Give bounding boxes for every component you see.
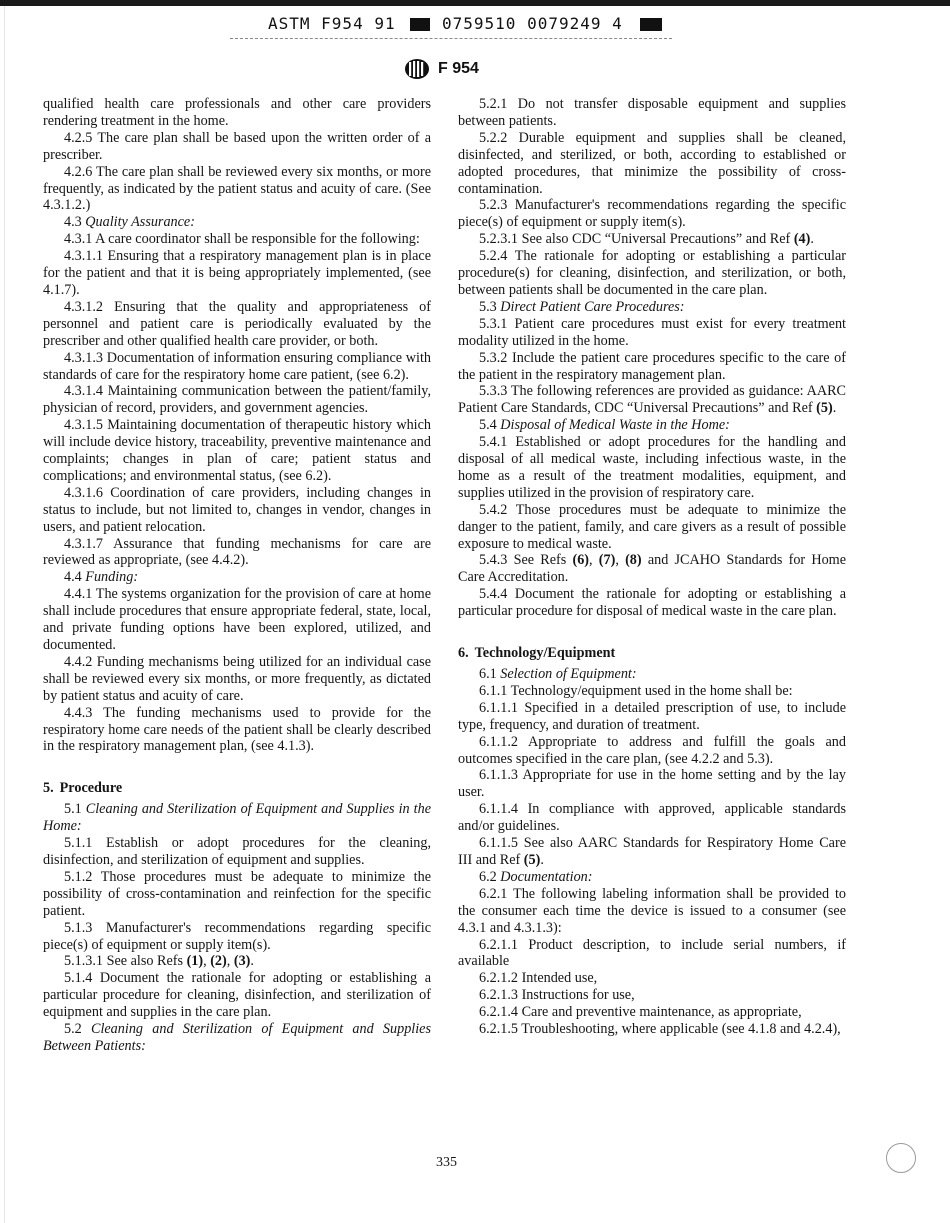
section-number: 6. (458, 645, 469, 662)
paragraph: 4.3.1.1 Ensuring that a respiratory management plan is in place for the patient and that it is being appropriately implemented, (see 4.1.7). (43, 248, 431, 298)
paragraph: 6.1.1.3 Appropriate for use in the home setting and by the lay user. (458, 767, 846, 801)
paragraph: 6.2.1.1 Product description, to include serial numbers, if available (458, 936, 846, 970)
subsection-heading (458, 666, 846, 683)
paragraph: 5.3.2 Include the patient care procedures specific to the care of the patient in the respiratory management plan. (458, 349, 846, 383)
paragraph: 4.4.3 The funding mechanisms used to provide for the respiratory home care needs of the patient shall be clearly described in the respiratory management plan, (see 4.1.3). (43, 704, 431, 755)
subsection-title: Funding: (85, 569, 139, 586)
subsection-number: 6.2 (479, 868, 497, 885)
paragraph: 4.3.1.6 Coordination of care providers, including changes in status to include, but not limited to, changes in vendor, changes in users, and patient relocation. (43, 484, 431, 535)
paragraph: 6.2.1.3 Instructions for use, (479, 987, 635, 1004)
barcode-block-icon (410, 18, 430, 31)
subsection-number: 5.1 (64, 801, 82, 818)
subsection-heading (458, 299, 846, 316)
paragraph: 5.2.2 Durable equipment and supplies shall be cleaned, disinfected, and sterilized, or both, according to established or adopted procedures, that minimize the possibility of cross-contamination. (458, 129, 846, 197)
paragraph: 5.4.3 See Refs (6), (7), (8) and JCAHO Standards for Home Care Accreditation. (458, 552, 847, 586)
page-number: 335 (436, 1155, 457, 1170)
right-column (458, 96, 846, 1038)
paragraph: 4.3.1 A care coordinator shall be responsible for the following: (64, 231, 420, 248)
subsection-title: Direct Patient Care Procedures: (500, 298, 685, 315)
top-scan-bar (0, 0, 950, 6)
paragraph: 4.4.1 The systems organization for the provision of care at home shall include procedures that ensure appropriate federal, state, local, and private funding options have been explored, utilized, and documented. (43, 586, 431, 653)
barcode-block-icon (640, 18, 662, 31)
paragraph: 6.2.1.5 Troubleshooting, where applicable (see 4.1.8 and 4.2.4), (479, 1021, 841, 1038)
paragraph: 6.1.1.5 See also AARC Standards for Respiratory Home Care III and Ref (5). (458, 835, 846, 868)
subsection-number: 6.1 (479, 666, 497, 682)
paragraph: 5.1.1 Establish or adopt procedures for the cleaning, disinfection, and sterilization of equipment and supplies. (43, 835, 431, 868)
designation-label: F 954 (438, 60, 479, 77)
astm-logo-icon (404, 58, 430, 80)
subsection-number: 5.4 (479, 417, 497, 434)
paragraph: 4.2.5 The care plan shall be based upon the written order of a prescriber. (43, 129, 431, 163)
paragraph: 5.1.4 Document the rationale for adopting or establishing a particular procedure for cleaning, disinfection, and sterilization of equipment and supplies in the care plan. (43, 970, 431, 1021)
astm-code: ASTM F954 91 (268, 14, 396, 33)
subsection-title: Cleaning and Sterilization of Equipment and Supplies Between Patients: (43, 1021, 431, 1054)
hole-punch-mark (886, 1143, 916, 1173)
paragraph: 4.3.1.3 Documentation of information ensuring compliance with standards of care for the respiratory home care patient, (see 6.2). (43, 349, 431, 383)
paragraph: 6.1.1.1 Specified in a detailed prescription of use, to include type, frequency, and duration of treatment. (458, 699, 846, 733)
paragraph: 5.4.1 Established or adopt procedures for the handling and disposal of all medical waste, including infectious waste, in the home as a result of the treatment modalities, equipment, and supplies utilized in the provision of respiratory care. (458, 434, 846, 501)
section-title: Technology/Equipment (474, 645, 616, 662)
subsection-number: 4.4 (64, 569, 82, 586)
paragraph: 6.2.1.2 Intended use, (479, 970, 598, 987)
paragraph: 5.2.4 The rationale for adopting or establishing a particular procedure(s) for cleaning, disinfection, and sterilization, or both, between patients shall be documented in the care plan. (458, 248, 846, 298)
paragraph: 4.3.1.4 Maintaining communication between the patient/family, physician of record, providers, and government agencies. (43, 383, 431, 417)
paragraph: 4.4.2 Funding mechanisms being utilized for an individual case shall be reviewed every six months, or more frequently, as dictated by patient status and acuity of care. (43, 653, 431, 704)
subsection-title: Documentation: (500, 868, 593, 885)
subsection-title: Quality Assurance: (85, 214, 195, 231)
paragraph: 5.1.3.1 See also Refs (1), (2), (3). (64, 953, 254, 970)
paragraph: 6.2.1 The following labeling information shall be provided to the consumer each time the device is issued to a consumer (see 4.3.1 and 4.3.1.3): (458, 885, 846, 936)
paragraph: 6.2.1.4 Care and preventive maintenance, as appropriate, (479, 1004, 802, 1021)
subsection-heading (458, 869, 846, 886)
scan-edge (4, 0, 5, 1223)
paragraph: 6.1.1 Technology/equipment used in the home shall be: (479, 682, 793, 699)
subsection-title: Cleaning and Sterilization of Equipment and Supplies in the Home: (43, 801, 431, 835)
document-code-header (230, 12, 672, 39)
paragraph: 5.2.3.1 See also CDC “Universal Precautions” and Ref (4). (479, 231, 814, 248)
paragraph: 5.4.4 Document the rationale for adopting or establishing a particular procedure for disposal of medical waste in the care plan. (458, 586, 846, 620)
subsection-heading (43, 214, 431, 231)
subsection-number: 5.3 (479, 298, 497, 315)
paragraph: 6.1.1.4 In compliance with approved, applicable standards and/or guidelines. (458, 801, 846, 835)
subsection-heading (43, 569, 431, 586)
subsection-number: 5.2 (64, 1021, 82, 1038)
paragraph: 5.3.3 The following references are provided as guidance: AARC Patient Care Standards, CDC “Universal Precautions” and Ref (5). (458, 383, 846, 417)
catalog-numbers: 0759510 0079249 4 (442, 14, 623, 33)
standard-designation (404, 58, 479, 82)
left-column (43, 96, 431, 1055)
subsection-heading (43, 1021, 431, 1055)
subsection-heading (43, 801, 431, 835)
paragraph: 4.3.1.2 Ensuring that the quality and appropriateness of personnel and patient care is periodically evaluated by the prescriber and other qualified health care provider, or both. (43, 298, 431, 349)
section-heading (458, 645, 846, 662)
paragraph: 5.1.3 Manufacturer's recommendations regarding specific piece(s) of equipment or supply item(s). (43, 919, 431, 953)
paragraph: qualified health care professionals and other care providers rendering treatment in the home. (43, 96, 431, 129)
subsection-title: Disposal of Medical Waste in the Home: (500, 417, 730, 434)
paragraph: 5.2.3 Manufacturer's recommendations regarding the specific piece(s) of equipment or supply item(s). (458, 197, 846, 231)
paragraph: 6.1.1.2 Appropriate to address and fulfill the goals and outcomes specified in the care plan, (see 4.2.2 and 5.3). (458, 733, 846, 767)
section-number: 5. (43, 780, 54, 797)
paragraph: 5.2.1 Do not transfer disposable equipment and supplies between patients. (458, 96, 846, 129)
paragraph: 4.2.6 The care plan shall be reviewed every six months, or more frequently, as indicated by the patient status and acuity of care. (See 4.3.1.2.) (43, 163, 431, 214)
paragraph: 5.4.2 Those procedures must be adequate to minimize the danger to the patient, family, and care givers as a result of possible exposure to medical waste. (458, 501, 846, 552)
subsection-number: 4.3 (64, 214, 82, 231)
subsection-title: Selection of Equipment: (500, 666, 637, 682)
paragraph: 4.3.1.5 Maintaining documentation of therapeutic history which will include device history, traceability, preventive maintenance and complaints; changes in plan of care; patient status and complications; and environmental status, (see 6.2). (43, 417, 431, 484)
paragraph: 5.3.1 Patient care procedures must exist for every treatment modality utilized in the home. (458, 315, 846, 349)
section-title: Procedure (59, 780, 123, 797)
section-heading (43, 780, 431, 797)
paragraph: 4.3.1.7 Assurance that funding mechanisms for care are reviewed as appropriate, (see 4.4.2). (43, 535, 431, 569)
paragraph: 5.1.2 Those procedures must be adequate to minimize the possibility of cross-contamination and reinfection for the specific patient. (43, 868, 431, 919)
subsection-heading (458, 417, 846, 434)
